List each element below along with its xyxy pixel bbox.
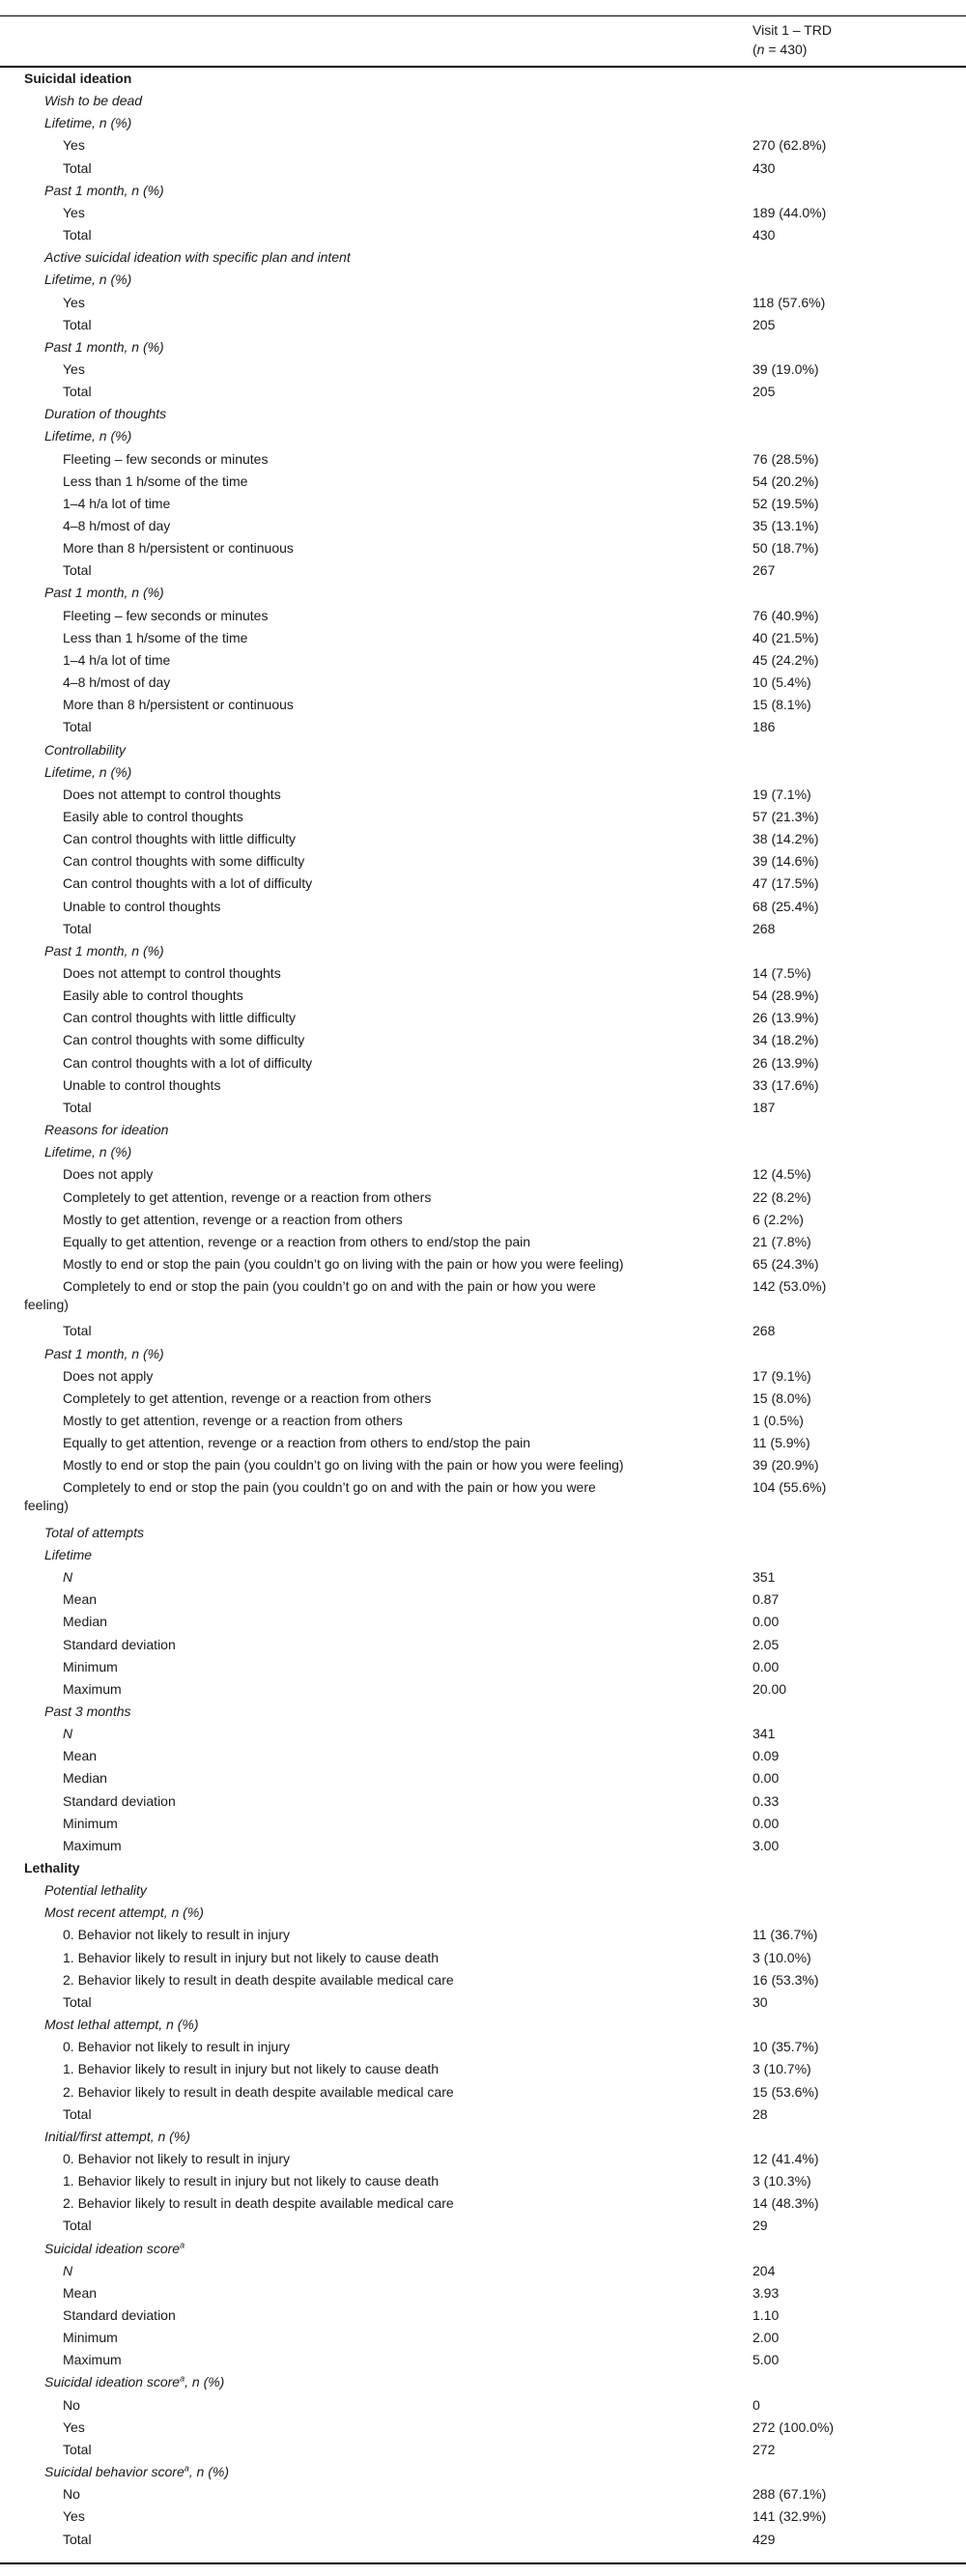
row-label: Yes <box>63 360 85 377</box>
row-value: 268 <box>753 1323 776 1339</box>
row-label: 1. Behavior likely to result in injury but not likely to cause death <box>63 2173 440 2190</box>
row-value: 3.00 <box>753 1837 780 1853</box>
row-label: Potential lethality <box>44 1882 147 1899</box>
row-value: 270 (62.8%) <box>753 137 827 154</box>
row-label: 0. Behavior not likely to result in injury <box>63 1927 290 1943</box>
row-label: No <box>63 2396 80 2413</box>
row-label: Easily able to control thoughts <box>63 987 243 1004</box>
row-label: Yes <box>63 294 85 310</box>
row-label: Can control thoughts with a lot of difficulty <box>63 875 313 892</box>
row-value: 21 (7.8%) <box>753 1233 811 1249</box>
row-value: 26 (13.9%) <box>753 1054 819 1071</box>
row-label: Controllability <box>44 741 127 758</box>
n-value: = 430) <box>764 42 808 57</box>
row-value: 47 (17.5%) <box>753 875 819 892</box>
row-label: 1–4 h/a lot of time <box>63 651 171 668</box>
footnote-marker: a <box>180 2373 185 2384</box>
row-label: Yes <box>63 2508 85 2525</box>
row-label: Suicidal ideation score$^a$ <box>44 2239 185 2256</box>
row-label: 2. Behavior likely to result in death despite available medical care <box>63 1971 454 1988</box>
row-value: 267 <box>753 562 776 579</box>
row-value: 272 (100.0%) <box>753 2419 835 2435</box>
row-label: Maximum <box>63 1837 122 1853</box>
row-value: 272 <box>753 2441 776 2457</box>
row-value: 29 <box>753 2218 768 2234</box>
row-label: Can control thoughts with some difficulty <box>63 853 305 870</box>
row-label: Suicidal behavior score$^a$, n (%) <box>44 2463 229 2480</box>
row-label: Lifetime, n (%) <box>44 115 132 131</box>
row-value: 0.33 <box>753 1792 780 1809</box>
row-label: Total <box>63 2218 92 2234</box>
row-label: Less than 1 h/some of the time <box>63 472 248 489</box>
row-label: Fleeting – few seconds or minutes <box>63 607 269 623</box>
row-value: 39 (14.6%) <box>753 853 819 870</box>
row-value: 54 (28.9%) <box>753 987 819 1004</box>
row-label: Completely to get attention, revenge or a reaction from others <box>63 1188 432 1205</box>
row-label: Total <box>63 1323 92 1339</box>
row-label: Can control thoughts with some difficulty <box>63 1032 305 1048</box>
row-label: Can control thoughts with little difficulty <box>63 831 296 847</box>
row-value: 0 <box>753 2396 760 2413</box>
row-value: 20.00 <box>753 1680 787 1697</box>
row-value: 39 (20.9%) <box>753 1457 819 1474</box>
row-label: Unable to control thoughts <box>63 898 221 914</box>
row-value: 10 (35.7%) <box>753 2039 819 2055</box>
row-value: 2.00 <box>753 2330 780 2346</box>
bottom-rule <box>0 2562 966 2564</box>
row-label: Mostly to end or stop the pain (you couldn’t go on living with the pain or how you were feeling) <box>63 1457 624 1474</box>
row-value: 3 (10.7%) <box>753 2061 811 2077</box>
row-value: 288 (67.1%) <box>753 2486 827 2503</box>
row-label: Most recent attempt, n (%) <box>44 1904 204 1921</box>
row-label: No <box>63 2486 80 2503</box>
row-label: Standard deviation <box>63 1792 176 1809</box>
row-label: 4–8 h/most of day <box>63 674 171 691</box>
top-rule <box>0 15 966 16</box>
row-value: 15 (8.0%) <box>753 1389 811 1406</box>
row-value: 268 <box>753 920 776 936</box>
row-label: Minimum <box>63 1658 118 1674</box>
row-value: 16 (53.3%) <box>753 1971 819 1988</box>
row-label: Yes <box>63 137 85 154</box>
row-value: 50 (18.7%) <box>753 540 819 557</box>
row-value: 141 (32.9%) <box>753 2508 827 2525</box>
row-value: 3 (10.0%) <box>753 1949 811 1965</box>
row-value: 430 <box>753 159 776 176</box>
row-label: Equally to get attention, revenge or a reaction from others to end/stop the pain <box>63 1435 531 1451</box>
row-label: Lifetime, n (%) <box>44 272 132 288</box>
row-label: Total <box>63 1099 92 1115</box>
row-value: 1.10 <box>753 2307 780 2323</box>
row-label: Total <box>63 316 92 332</box>
row-value: 6 (2.2%) <box>753 1211 804 1227</box>
row-value: 11 (36.7%) <box>753 1927 818 1943</box>
row-value: 12 (41.4%) <box>753 2150 819 2166</box>
row-value: 2.05 <box>753 1636 780 1652</box>
row-label: Easily able to control thoughts <box>63 808 243 824</box>
row-label: Equally to get attention, revenge or a reaction from others to end/stop the pain <box>63 1233 531 1249</box>
row-value: 118 (57.6%) <box>753 294 826 310</box>
row-label: Does not apply <box>63 1367 154 1384</box>
row-value: 39 (19.0%) <box>753 360 819 377</box>
row-label: Total <box>63 2441 92 2457</box>
column-header <box>753 20 832 59</box>
row-value: 38 (14.2%) <box>753 831 819 847</box>
column-header-n: (n = 430) <box>753 42 808 57</box>
row-value: 10 (5.4%) <box>753 674 811 691</box>
row-value: 0.00 <box>753 1815 780 1831</box>
row-label: Yes <box>63 204 85 220</box>
row-label: Total <box>63 719 92 735</box>
row-label: Suicidal ideation score$^a$, n (%) <box>44 2373 225 2390</box>
row-value: 341 <box>753 1726 776 1742</box>
row-value: 45 (24.2%) <box>753 651 819 668</box>
row-value: 3.93 <box>753 2284 780 2301</box>
row-label: Total <box>63 1993 92 2010</box>
row-value: 17 (9.1%) <box>753 1367 811 1384</box>
row-label: Mean <box>63 1591 98 1608</box>
row-label: Past 3 months <box>44 1703 131 1719</box>
row-label: 4–8 h/most of day <box>63 518 171 533</box>
row-label: N <box>63 1569 73 1586</box>
row-value: 186 <box>753 719 776 735</box>
row-value: 35 (13.1%) <box>753 518 819 533</box>
footnote-marker: a <box>180 2239 185 2249</box>
row-label: Unable to control thoughts <box>63 1076 221 1093</box>
row-label: Lethality <box>24 1860 80 1875</box>
row-label: Total <box>63 384 92 400</box>
row-value: 11 (5.9%) <box>753 1435 810 1451</box>
row-label: Active suicidal ideation with specific plan and intent <box>44 249 351 266</box>
row-label: Lifetime, n (%) <box>44 1144 132 1160</box>
row-label: Past 1 month, n (%) <box>44 182 164 198</box>
row-label: Can control thoughts with a lot of difficulty <box>63 1054 313 1071</box>
row-value: 0.09 <box>753 1748 780 1764</box>
row-value: 204 <box>753 2262 776 2278</box>
row-value: 40 (21.5%) <box>753 629 819 645</box>
row-value: 104 (55.6%) <box>753 1479 827 1496</box>
row-label: 2. Behavior likely to result in death despite available medical care <box>63 2195 454 2212</box>
row-value: 65 (24.3%) <box>753 1255 819 1272</box>
row-value: 14 (48.3%) <box>753 2195 819 2212</box>
row-value: 54 (20.2%) <box>753 472 819 489</box>
row-value: 28 <box>753 2105 768 2122</box>
row-value: 205 <box>753 316 776 332</box>
row-label: More than 8 h/persistent or continuous <box>63 697 294 713</box>
row-label: Median <box>63 1614 107 1630</box>
row-label: Duration of thoughts <box>44 406 167 422</box>
row-label: Maximum <box>63 1680 122 1697</box>
row-label: More than 8 h/persistent or continuous <box>63 540 294 557</box>
row-value: 3 (10.3%) <box>753 2173 811 2190</box>
row-value: 15 (8.1%) <box>753 697 811 713</box>
row-value: 22 (8.2%) <box>753 1188 811 1205</box>
row-value: 5.00 <box>753 2352 780 2368</box>
row-label: Total <box>63 2531 92 2547</box>
row-label: 1–4 h/a lot of time <box>63 495 171 511</box>
row-label: Most lethal attempt, n (%) <box>44 2017 199 2033</box>
row-label: Mostly to end or stop the pain (you couldn’t go on living with the pain or how you were feeling) <box>63 1255 624 1272</box>
row-value: 142 (53.0%) <box>753 1278 827 1295</box>
row-label: Fleeting – few seconds or minutes <box>63 450 269 467</box>
row-label: Past 1 month, n (%) <box>44 942 164 959</box>
row-label: 0. Behavior not likely to result in injury <box>63 2039 290 2055</box>
row-label: 1. Behavior likely to result in injury but not likely to cause death <box>63 1949 440 1965</box>
row-value: 351 <box>753 1569 776 1586</box>
row-label: Lifetime, n (%) <box>44 428 132 444</box>
row-label: Total of attempts <box>44 1524 144 1540</box>
n-symbol: n <box>756 42 765 57</box>
row-value: 1 (0.5%) <box>753 1413 804 1428</box>
row-label: Standard deviation <box>63 2307 176 2323</box>
row-value: 19 (7.1%) <box>753 786 811 802</box>
row-value: 52 (19.5%) <box>753 495 819 511</box>
column-header-title: Visit 1 – TRD <box>753 22 832 38</box>
row-value: 26 (13.9%) <box>753 1010 819 1026</box>
row-value: 15 (53.6%) <box>753 2083 819 2100</box>
row-label: Suicidal ideation <box>24 71 132 86</box>
row-label: Past 1 month, n (%) <box>44 1345 164 1361</box>
row-value: 187 <box>753 1099 776 1115</box>
row-label: Completely to end or stop the pain (you couldn’t go on and with the pain or how you were feeling) <box>24 1278 596 1313</box>
row-label: Reasons for ideation <box>44 1122 169 1138</box>
row-label: Mean <box>63 2284 98 2301</box>
row-value: 0.87 <box>753 1591 780 1608</box>
row-value: 429 <box>753 2531 776 2547</box>
row-label: Less than 1 h/some of the time <box>63 629 248 645</box>
row-value: 33 (17.6%) <box>753 1076 819 1093</box>
row-label: Past 1 month, n (%) <box>44 585 164 601</box>
row-label: Does not apply <box>63 1166 154 1183</box>
row-label: N <box>63 1726 73 1742</box>
row-value: 57 (21.3%) <box>753 808 819 824</box>
row-label: Mean <box>63 1748 98 1764</box>
row-label: Total <box>63 159 92 176</box>
footnote-marker: a <box>184 2463 189 2474</box>
row-value: 12 (4.5%) <box>753 1166 811 1183</box>
row-label: Median <box>63 1770 107 1787</box>
row-label: 0. Behavior not likely to result in injury <box>63 2150 290 2166</box>
row-label: Maximum <box>63 2352 122 2368</box>
row-value: 68 (25.4%) <box>753 898 819 914</box>
row-value: 430 <box>753 227 776 243</box>
row-label: Initial/first attempt, n (%) <box>44 2128 190 2144</box>
row-value: 76 (28.5%) <box>753 450 819 467</box>
row-label: Yes <box>63 2419 85 2435</box>
row-label: Minimum <box>63 1815 118 1831</box>
row-label: Total <box>63 562 92 579</box>
row-value: 14 (7.5%) <box>753 965 811 981</box>
row-label: Mostly to get attention, revenge or a reaction from others <box>63 1211 403 1227</box>
row-label: Total <box>63 227 92 243</box>
row-label: Past 1 month, n (%) <box>44 338 164 355</box>
row-value: 30 <box>753 1993 768 2010</box>
row-label: Total <box>63 2105 92 2122</box>
row-label: Minimum <box>63 2330 118 2346</box>
row-value: 76 (40.9%) <box>753 607 819 623</box>
row-label: Does not attempt to control thoughts <box>63 965 281 981</box>
row-label: 2. Behavior likely to result in death despite available medical care <box>63 2083 454 2100</box>
row-value: 189 (44.0%) <box>753 204 827 220</box>
row-label: Does not attempt to control thoughts <box>63 786 281 802</box>
row-value: 0.00 <box>753 1658 780 1674</box>
row-label: Can control thoughts with little difficulty <box>63 1010 296 1026</box>
row-label: N <box>63 2262 73 2278</box>
row-label: Completely to end or stop the pain (you couldn’t go on and with the pain or how you were feeling) <box>24 1479 596 1514</box>
header-rule <box>0 66 966 68</box>
row-label: 1. Behavior likely to result in injury but not likely to cause death <box>63 2061 440 2077</box>
row-label: Mostly to get attention, revenge or a reaction from others <box>63 1413 403 1428</box>
row-label: Completely to get attention, revenge or a reaction from others <box>63 1389 432 1406</box>
row-value: 0.00 <box>753 1614 780 1630</box>
row-value: 205 <box>753 384 776 400</box>
row-label: Standard deviation <box>63 1636 176 1652</box>
row-value: 0.00 <box>753 1770 780 1787</box>
row-label: Lifetime <box>44 1546 93 1562</box>
row-label: Wish to be dead <box>44 93 143 109</box>
row-label: Total <box>63 920 92 936</box>
row-label: Lifetime, n (%) <box>44 763 132 780</box>
row-value: 34 (18.2%) <box>753 1032 819 1048</box>
